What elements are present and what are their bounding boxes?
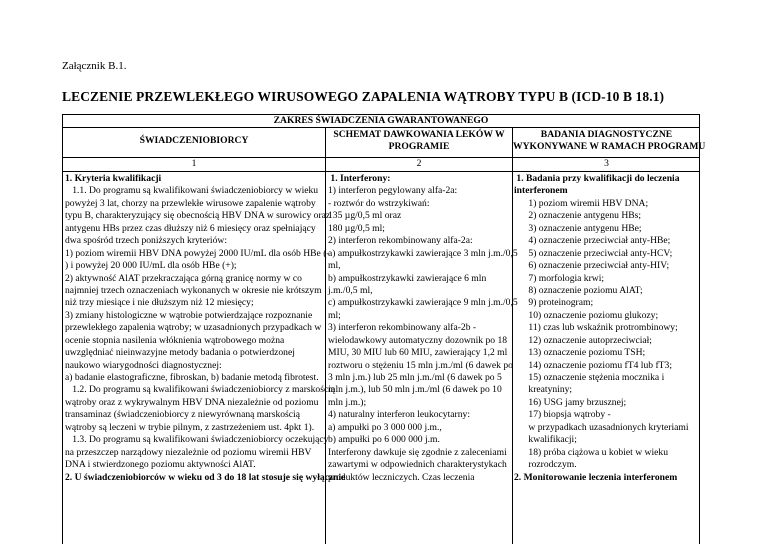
col1-line: a) badanie elastograficzne, fibroskan, b) badanie metodą fibrotest. [65, 372, 319, 383]
col3-line: 5) oznaczenie przeciwciał anty-HCV; [514, 247, 673, 259]
dosage-schedule-column [328, 173, 518, 484]
header-col-2-line1: SCHEMAT DAWKOWANIA LEKÓW W [333, 129, 505, 140]
col3-line: interferonem [514, 185, 568, 197]
col2-line: - roztwór do wstrzykiwań: [328, 197, 430, 209]
col3-line: 1. Badania przy kwalifikacji do leczenia [514, 173, 680, 184]
header-col-1-line1: ŚWIADCZENIOBIORCY [139, 135, 249, 146]
col1-line: transaminaz (świadczeniobiorcy z niewyrównaną marskością [65, 409, 300, 421]
col2-line: j.m./0,5 ml, [328, 284, 373, 296]
col2-line: 1. Interferony: [328, 173, 391, 184]
col1-line: 3) zmiany histologiczne w wątrobie potwierdzające rozpoznanie [65, 309, 313, 321]
col2-line: 2) interferon rekombinowany alfa-2a: [328, 235, 473, 247]
qualification-criteria-column [65, 173, 345, 484]
col3-line: kreatyniny; [514, 384, 573, 396]
col2-line: MIU, 30 MIU lub 60 MIU, zawierający 1,2 ml [328, 347, 508, 359]
col1-line: uwzględniać nieinwazyjne metody badania o potwierdzonej [65, 347, 295, 359]
col1-line: naukowo wiarygodności diagnostycznej: [65, 359, 222, 371]
col3-line: 8) oznaczenie poziomu AlAT; [514, 284, 643, 296]
col1-line: typu B, charakteryzujący się obecnością HBV DNA w surowicy oraz [65, 210, 331, 222]
program-table [62, 114, 706, 544]
header-col-3 [513, 129, 706, 154]
col3-line: 17) biopsja wątroby - [514, 409, 611, 421]
col1-line: 1.2. Do programu są kwalifikowani świadczeniobiorcy z marskością [65, 384, 336, 396]
number-row-divider [63, 171, 699, 172]
col2-line: zawartymi w odpowiednich charakterystykach [328, 459, 507, 471]
col1-line: ocenie stopnia nasilenia włóknienia wątrobowego można [65, 334, 285, 346]
col3-line: 10) oznaczenie poziomu glukozy; [514, 309, 659, 321]
header-col-1 [63, 135, 325, 147]
col2-line: b) ampułki po 6 000 000 j.m. [328, 434, 440, 446]
col1-line: powyżej 3 lat, chorzy na przewlekłe wirusowe zapalenie wątroby [65, 197, 316, 209]
col3-line: 14) oznaczenie poziomu fT4 lub fT3; [514, 359, 672, 371]
col2-line: ml, [328, 260, 341, 272]
col2-line: Interferony dawkuje się zgodnie z zaleceniami [328, 446, 507, 458]
header-col-3-line2: WYKONYWANE W RAMACH PROGRAMU [513, 141, 706, 153]
col2-line: produktów leczniczych. Czas leczenia [328, 471, 475, 483]
col2-line: a) ampułkostrzykawki zawierające 3 mln j.m./0,5 [328, 247, 518, 259]
col1-line: niż trzy miesiące i nie dłuższym niż 12 miesięcy; [65, 297, 254, 309]
col1-line: 1.3. Do programu są kwalifikowani świadczeniobiorcy oczekujący [65, 434, 329, 446]
col1-line: 1.1. Do programu są kwalifikowani świadczeniobiorcy w wieku [65, 185, 319, 197]
col2-line: wielodawkowy automatyczny dozownik po 18 [328, 334, 508, 346]
col1-line: przewlekłego zapalenia wątroby; w uzasadnionych przypadkach w [65, 322, 322, 334]
col1-line: dwa spośród trzech poniższych kryteriów: [65, 235, 227, 247]
column-number-1: 1 [191, 158, 197, 169]
column-number-3: 3 [604, 158, 609, 169]
col1-line: 2. U świadczeniobiorców w wieku od 3 do 18 lat stosuje się wyłącznie [65, 471, 346, 483]
col2-line: b) ampułkostrzykawki zawierające 6 mln [328, 272, 487, 284]
col1-line: na przeszczep narządowy niezależnie od poziomu wiremii HBV [65, 446, 312, 458]
header-col-2 [326, 129, 512, 154]
header-col-3-line1: BADANIA DIAGNOSTYCZNE [540, 129, 673, 140]
col1-line: najmniej trzech oznaczeniach wykonanych w okresie nie krótszym [65, 284, 322, 296]
col3-line: 2. Monitorowanie leczenia interferonem [514, 471, 678, 483]
col1-line: wątroby oraz z wykrywalnym HBV DNA niezależnie od poziomu [65, 396, 319, 408]
col2-line: mln j.m.); [328, 396, 367, 408]
col3-line: 13) oznaczenie poziomu TSH; [514, 347, 646, 359]
col1-line: antygenu HBs przez czas dłuższy niż 6 miesięcy oraz spełniający [65, 222, 316, 234]
col2-line: 3 mln j.m.) lub 25 mln j.m./ml (6 dawek po 5 [328, 372, 502, 383]
col1-line: DNA i stwierdzonego poziomu aktywności AlAT. [65, 459, 256, 471]
col2-line: a) ampułki po 3 000 000 j.m., [328, 421, 442, 433]
col3-line: 11) czas lub wskaźnik protrombinowy; [514, 322, 678, 334]
document-title: LECZENIE PRZEWLEKŁEGO WIRUSOWEGO ZAPALENIA WĄTROBY TYPU B (ICD-10 B 18.1) [62, 89, 665, 104]
col2-line: 135 µg/0,5 ml oraz [328, 210, 402, 222]
col2-line: 1) interferon pegylowany alfa-2a: [328, 185, 458, 197]
col2-line: roztworu o stężeniu 15 mln j.m./ml (6 dawek po [328, 359, 513, 371]
col3-line: 9) proteinogram; [514, 297, 594, 309]
column-number-2: 2 [416, 158, 422, 169]
col2-line: c) ampułkostrzykawki zawierające 9 mln j.m./0,5 [328, 297, 518, 309]
group-header: ZAKRES ŚWIADCZENIA GWARANTOWANEGO [273, 115, 489, 126]
col3-line: 16) USG jamy brzusznej; [514, 396, 627, 408]
col3-line: 15) oznaczenie stężenia mocznika i [514, 372, 665, 383]
col3-line: 3) oznaczenie antygenu HBe; [514, 222, 642, 234]
col3-line: rozrodczym. [514, 459, 577, 471]
annex-label: Załącznik B.1. [62, 60, 127, 72]
col1-line: 1) poziom wiremii HBV DNA powyżej 2000 IU/mL dla osób HBe (- [65, 247, 330, 259]
col3-line: 7) morfologia krwi; [514, 272, 605, 284]
col2-line: 3) interferon rekombinowany alfa-2b - [328, 322, 477, 334]
col3-line: 18) próba ciążowa u kobiet w wieku [514, 446, 668, 458]
col1-line: 2) aktywność AlAT przekraczająca górną granicę normy w co [65, 272, 302, 284]
col3-line: 6) oznaczenie przeciwciał anty-HIV; [514, 260, 670, 272]
col2-line: mln j.m.), lub 50 mln j.m./ml (6 dawek po 10 [328, 384, 502, 396]
col3-line: 12) oznaczenie autoprzeciwciał; [514, 334, 652, 346]
col1-line: 1. Kryteria kwalifikacji [65, 173, 162, 184]
header-col-2-line2: PROGRAMIE [388, 141, 450, 153]
col1-line: ) i powyżej 20 000 IU/mL dla osób HBe (+); [65, 260, 237, 272]
col3-line: 2) oznaczenie antygenu HBs; [514, 210, 642, 222]
col3-line: w przypadkach uzasadnionych kryteriami [514, 421, 689, 433]
col2-line: 4) naturalny interferon leukocytarny: [328, 409, 470, 421]
col2-line: ml; [328, 309, 341, 321]
col2-line: 180 µg/0,5 ml; [328, 222, 385, 234]
diagnostics-column [514, 173, 689, 484]
col1-line: wątroby są leczeni w trybie pilnym, z zastrzeżeniem ust. 4pkt 1). [65, 421, 315, 433]
col3-line: 4) oznaczenie przeciwciał anty-HBe; [514, 235, 671, 247]
col3-line: kwalifikacji; [514, 434, 577, 446]
col3-line: 1) poziom wiremii HBV DNA; [514, 197, 649, 209]
